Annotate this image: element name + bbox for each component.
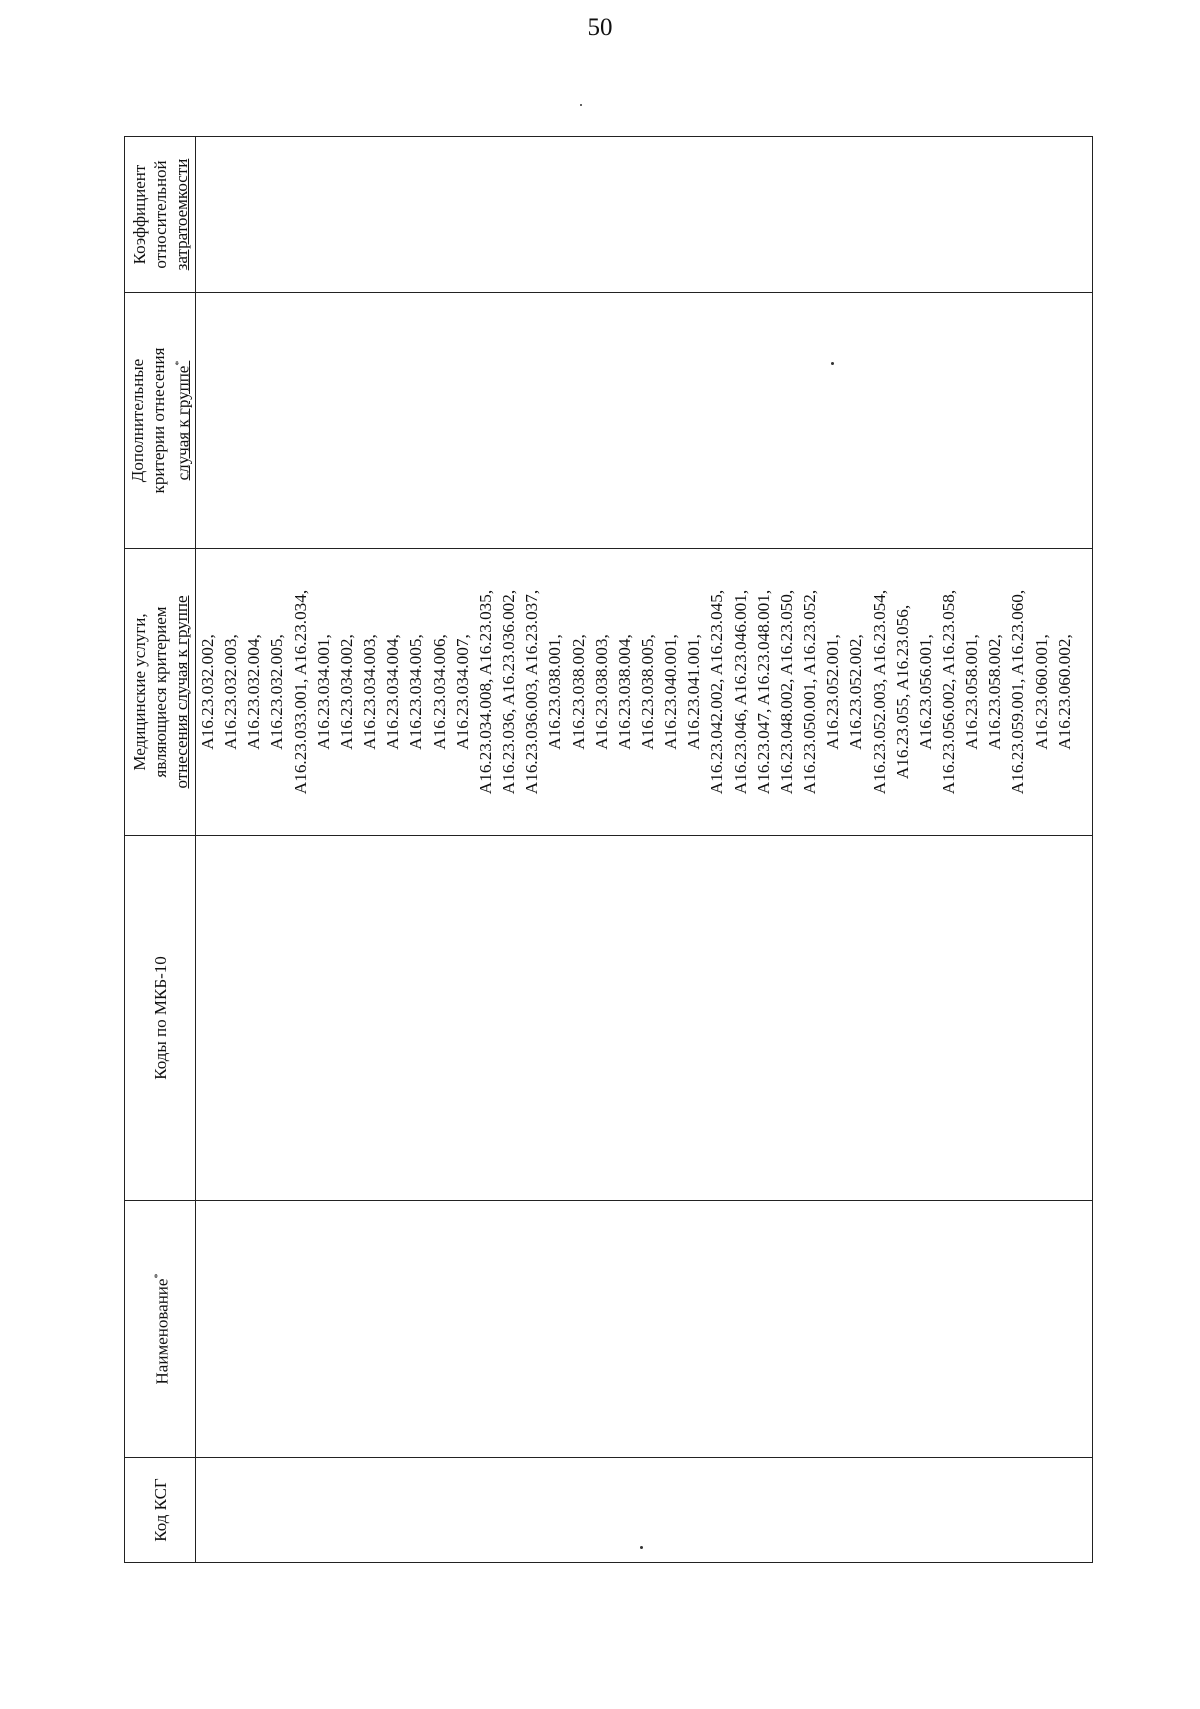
cell-name	[196, 1201, 1093, 1458]
cell-medical-services	[196, 549, 1093, 836]
header-name: Наименование*	[125, 1201, 196, 1458]
service-code-line: A16.23.041.001,	[684, 634, 704, 750]
service-code-line: A16.23.034.008, A16.23.035,	[475, 589, 495, 795]
service-code-line: A16.23.032.002,	[198, 634, 217, 750]
service-code-line: A16.23.047, A16.23.048.001,	[753, 589, 773, 795]
service-code-line: A16.23.046, A16.23.046.001,	[730, 589, 750, 795]
service-code-line: A16.23.032.004,	[244, 634, 264, 750]
service-code-line: A16.23.034.007,	[452, 634, 472, 750]
header-extra-criteria: Дополнительные критерии отнесения случая к группе*	[125, 293, 196, 549]
header-ksg-code: Код КСГ	[125, 1458, 196, 1563]
service-code-line: A16.23.036, A16.23.036.002,	[499, 589, 519, 795]
service-code-line: A16.23.060.002,	[1054, 634, 1074, 750]
service-code-line: A16.23.032.005,	[267, 634, 287, 750]
services-list	[196, 549, 1076, 835]
service-code-line: A16.23.038.005,	[637, 634, 657, 750]
service-code-line: A16.23.034.001,	[313, 634, 333, 750]
service-code-line: A16.23.038.004,	[614, 634, 634, 750]
service-code-line: A16.23.032.003,	[221, 634, 241, 750]
cell-icd-codes	[196, 836, 1093, 1201]
service-code-line: A16.23.038.001,	[545, 634, 565, 750]
header-cost-coefficient: Коэффициент относительной затратоемкости	[125, 137, 196, 293]
ksg-table	[124, 136, 1093, 1563]
service-code-line: A16.23.042.002, A16.23.045,	[707, 589, 727, 795]
service-code-line: A16.23.034.005,	[406, 634, 426, 750]
table-row	[196, 137, 1093, 1563]
service-code-line: A16.23.033.001, A16.23.034,	[290, 589, 310, 795]
service-code-line: A16.23.058.002,	[985, 634, 1005, 750]
service-code-line: A16.23.050.001, A16.23.052,	[800, 589, 820, 795]
service-code-line: A16.23.060.001,	[1031, 634, 1051, 750]
service-code-line: A16.23.034.002,	[336, 634, 356, 750]
service-code-line: A16.23.034.004,	[383, 634, 403, 750]
service-code-line: A16.23.056.002, A16.23.058,	[939, 589, 958, 795]
cell-cost-coefficient	[196, 137, 1093, 293]
service-code-line: A16.23.048.002, A16.23.050,	[776, 589, 796, 795]
rotated-table-wrapper	[124, 137, 1093, 1563]
cell-extra-criteria	[196, 293, 1093, 549]
service-code-line: A16.23.034.003,	[360, 634, 380, 750]
service-code-line: A16.23.038.003,	[591, 634, 611, 750]
service-code-line: A16.23.058.001,	[962, 634, 982, 750]
service-code-line: A16.23.056.001,	[915, 634, 935, 750]
service-code-line: A16.23.036.003, A16.23.037,	[522, 589, 542, 795]
service-code-line: A16.23.059.001, A16.23.060,	[1008, 589, 1028, 795]
service-code-line: A16.23.034.006,	[429, 634, 449, 750]
service-code-line: A16.23.038.002,	[568, 634, 588, 750]
service-code-line: A16.23.052.001,	[823, 634, 843, 750]
service-code-line: A16.23.055, A16.23.056,	[892, 604, 912, 780]
scan-speck	[580, 104, 582, 106]
service-code-line: A16.23.040.001,	[661, 634, 681, 750]
page-number: 50	[587, 14, 613, 41]
header-icd-codes: Коды по МКБ-10	[125, 836, 196, 1201]
service-code-line: A16.23.052.002,	[846, 634, 866, 750]
header-medical-services: Медицинские услуги, являющиеся критерием отнесения случая к группе	[125, 549, 196, 836]
table-header-row	[125, 137, 196, 1563]
service-code-line: A16.23.052.003, A16.23.054,	[869, 589, 889, 795]
cell-ksg-code	[196, 1458, 1093, 1563]
